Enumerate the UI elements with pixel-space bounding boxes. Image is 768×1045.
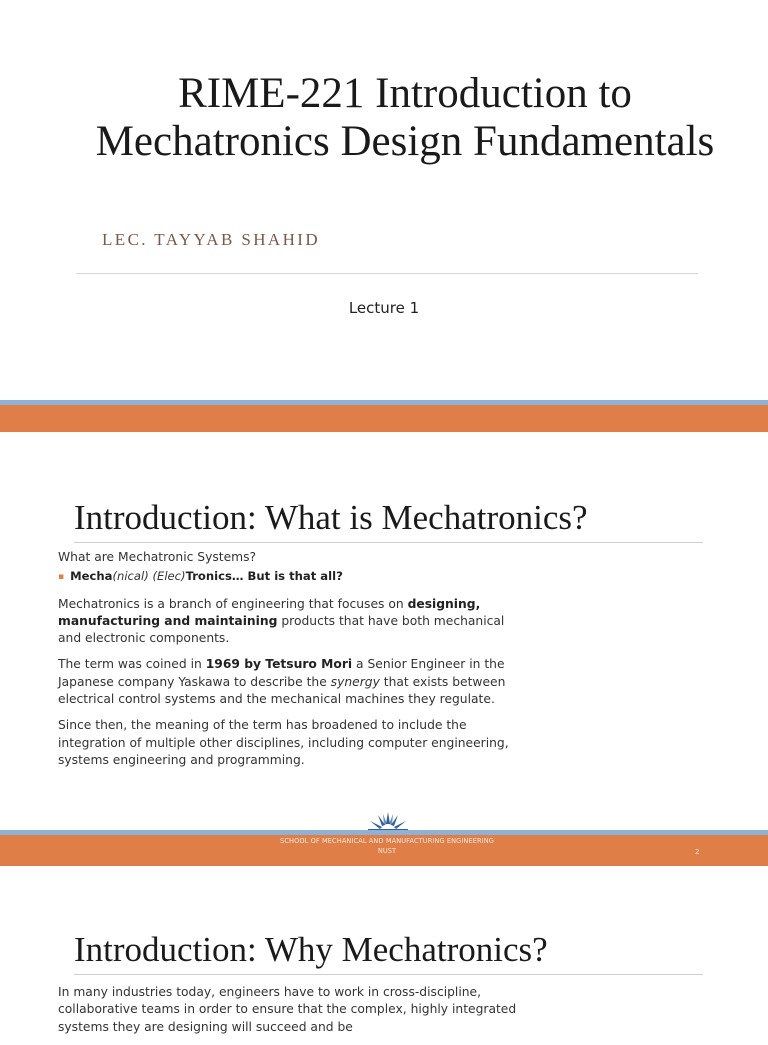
paragraph-2-text-c: a Senior Engineer in the Japanese company Yaskawa to describe the [58, 657, 505, 689]
paragraph-2-text-a: The term was coined in [58, 657, 206, 672]
paragraph-3: Since then, the meaning of the term has broadened to include the integration of multiple other disciplines, including computer engineering, systems engineering and programming. [58, 718, 509, 767]
slide-3-title: Introduction: Why Mechatronics? [74, 930, 548, 969]
slide-1-subtitle: LEC. TAYYAB SHAHID [102, 230, 320, 249]
page-number: 2 [695, 848, 700, 856]
question-text: What are Mechatronic Systems? [58, 550, 257, 564]
footer-school-name: SCHOOL OF MECHANICAL AND MANUFACTURING ENGINEERING [280, 837, 494, 845]
bullet-item [58, 568, 520, 586]
slide-1-title: RIME-221 Introduction to Mechatronics Design Fundamentals [95, 70, 715, 165]
footer-university: NUST [377, 847, 397, 855]
slide-2-title: Introduction: What is Mechatronics? [74, 498, 588, 537]
university-logo-icon [364, 810, 412, 832]
slide-3-body [58, 984, 528, 1045]
title-divider [76, 273, 698, 274]
lecture-label: Lecture 1 [348, 299, 420, 317]
slide-3-paragraph-1: In many industries today, engineers have to work in cross-discipline, collaborative teams in order to ensure that the complex, highly integrated systems they are designing will succeed and be [58, 985, 517, 1034]
paragraph-1-text-c: products that have both mechanical and electronic components. [58, 613, 505, 646]
paragraph-2-bold: 1969 by Tetsuro Mori [205, 657, 353, 672]
paragraph-1 [58, 596, 520, 648]
paragraph-1-bold: designing, manufacturing and maintaining [58, 596, 481, 628]
bullet-icon: ▪ [58, 572, 65, 583]
slide-1 [0, 0, 768, 400]
slide-3 [0, 866, 768, 1034]
slide-2 [0, 432, 768, 864]
paragraph-2-italic: synergy [330, 674, 380, 689]
paragraph-2 [58, 656, 520, 708]
paragraph-2-text-e: that exists between electrical control systems and the mechanical machines they regulate. [58, 674, 506, 707]
bullet-part-2: (nical) (Elec) [112, 569, 186, 584]
bullet-part-3: Tronics… But is that all? [185, 569, 343, 584]
slide-2-body [58, 549, 520, 778]
slide-2-title-divider [74, 542, 703, 543]
paragraph-1-text-a: Mechatronics is a branch of engineering that focuses on [58, 596, 408, 611]
bullet-part-1: Mecha [70, 569, 113, 584]
slide-1-footer-band-orange [0, 405, 768, 432]
slide-3-title-divider [74, 974, 703, 975]
